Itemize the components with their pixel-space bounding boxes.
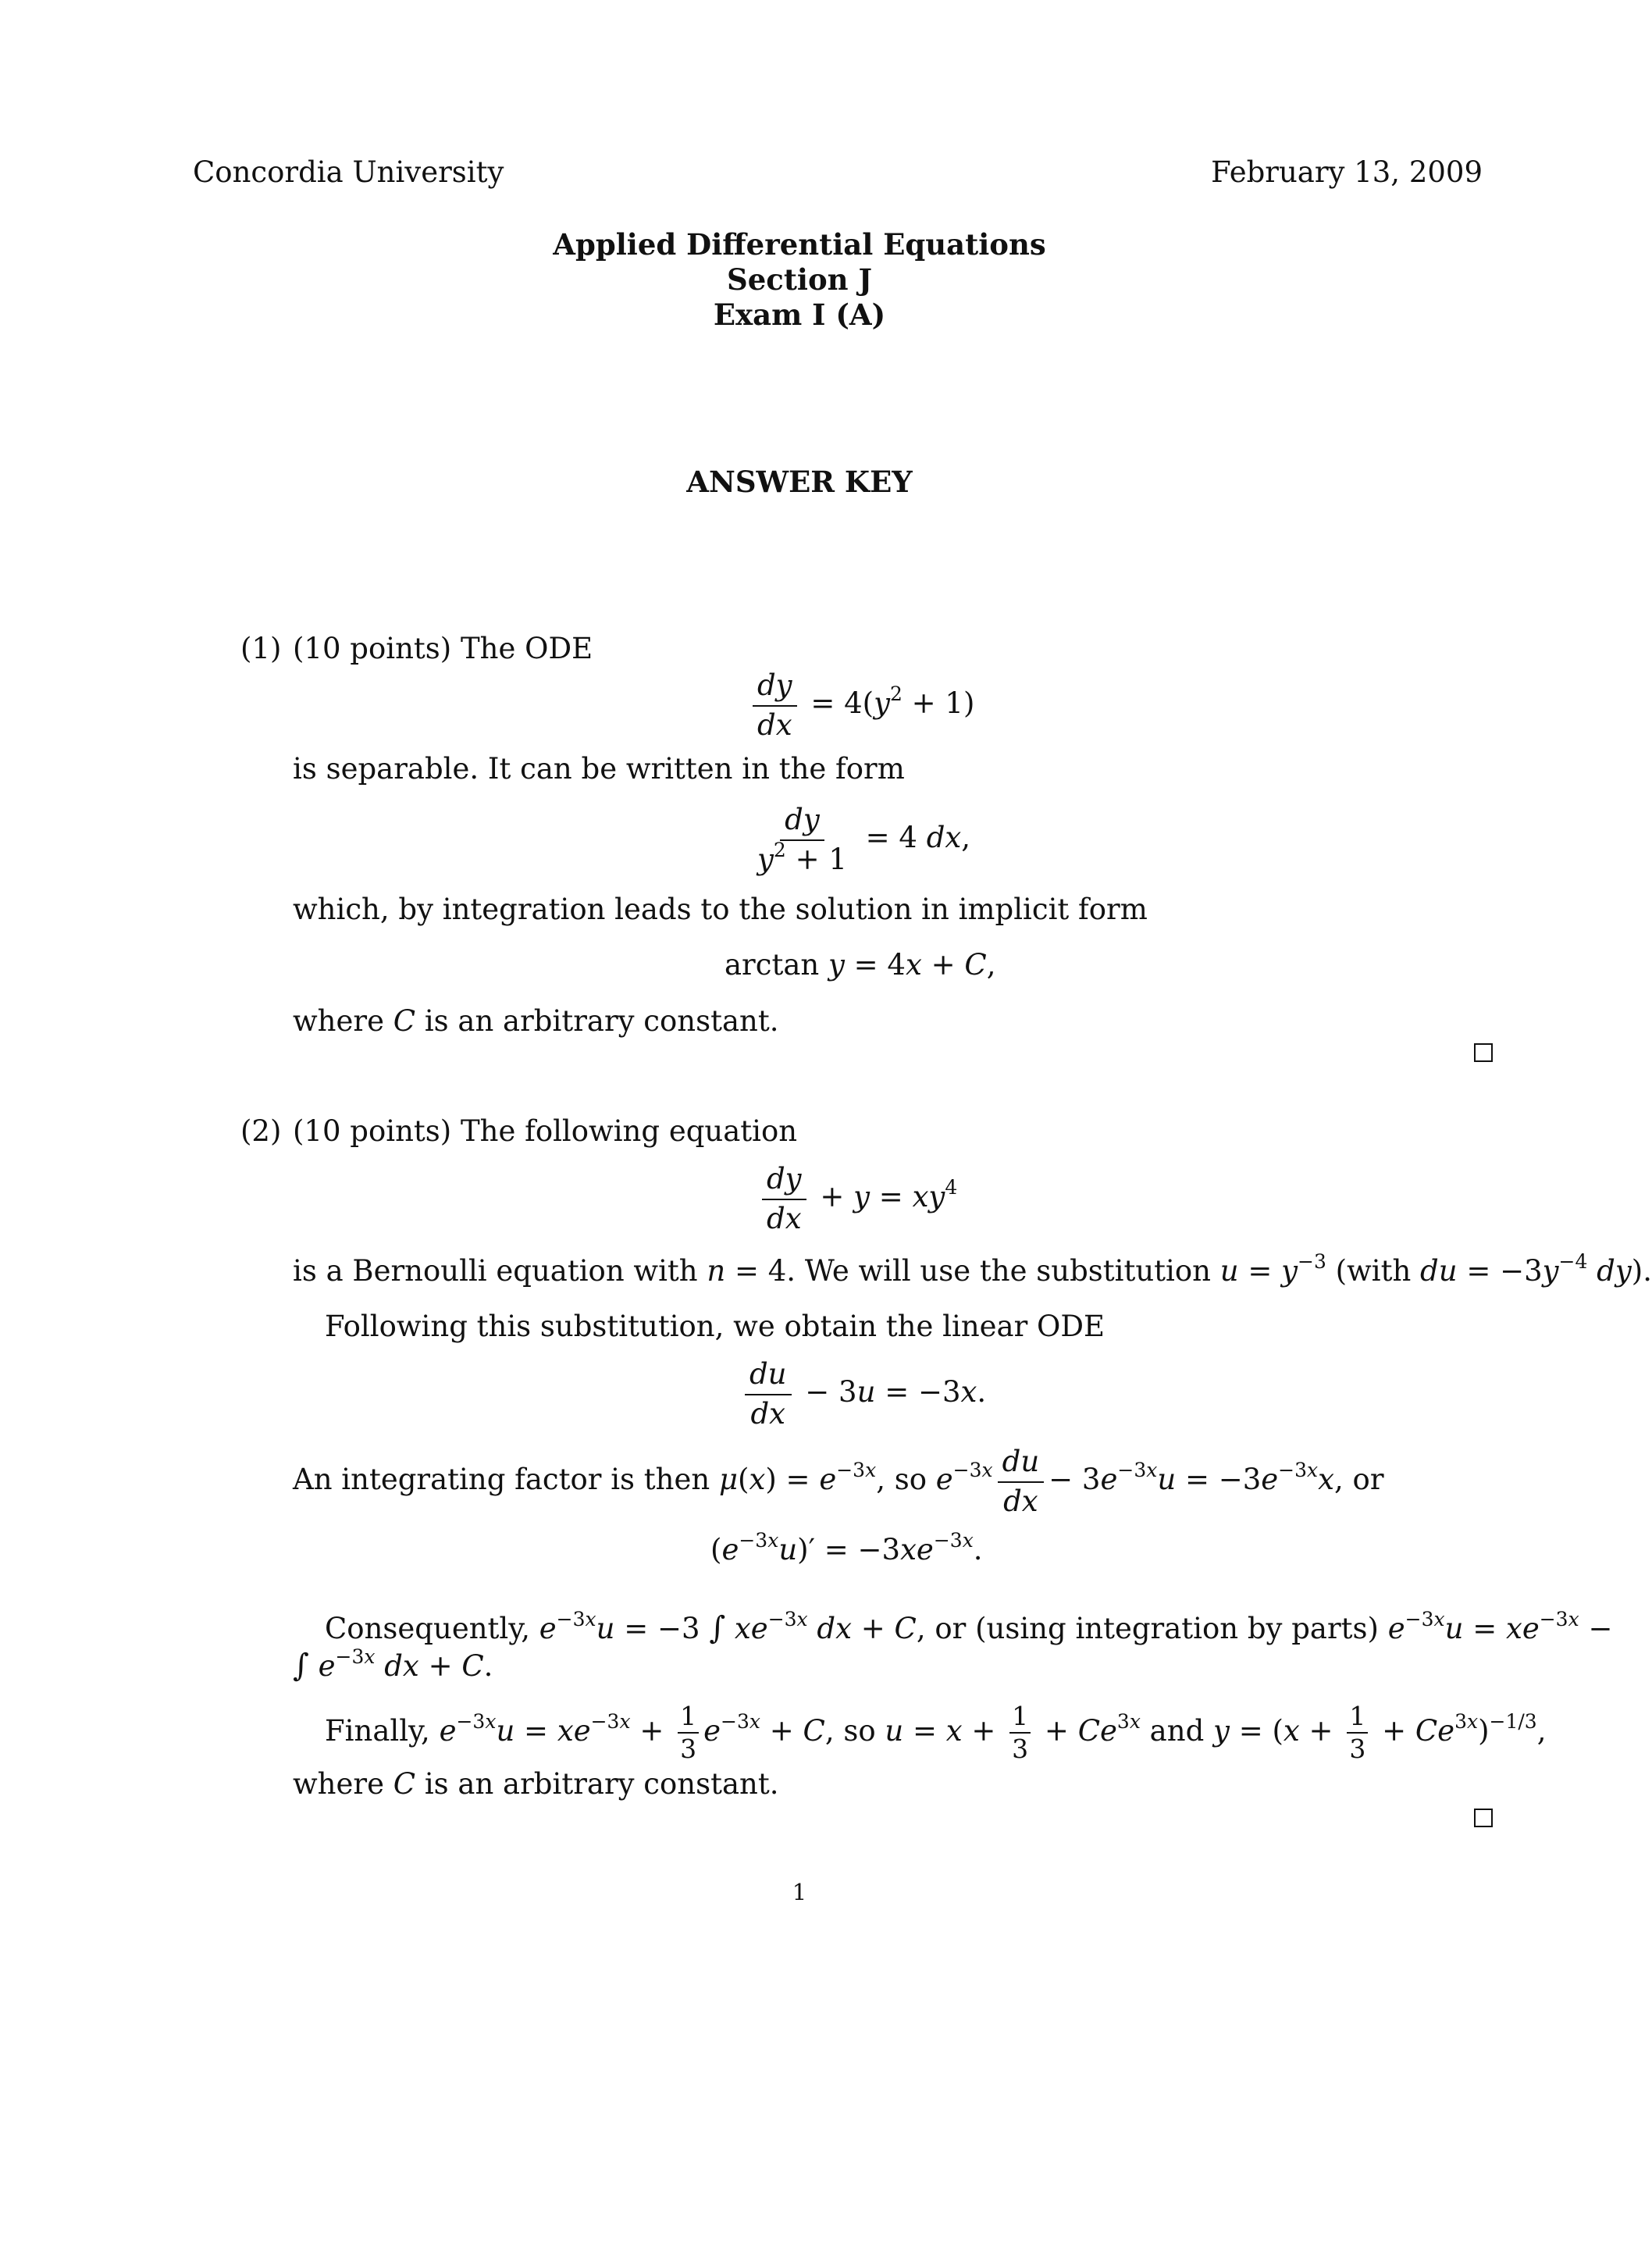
q2-finally-line: Finally, $e^{-3x}u = xe^{-3x}$ + $\frac{1}{3}$ $e^{-3x} + C$, so u = x + $\frac{1}{3}$ + $Ce^{3x}$ and y = (x + $\frac{1}{3}$ + $Ce^{3x})^{-1/3}$, (325, 1701, 1547, 1765)
q2-following-text: Following this substitution, we obtain the linear ODE (325, 1310, 1105, 1343)
q2-number: (2) (240, 1114, 282, 1148)
q1-qed-box (1474, 1043, 1493, 1062)
exam-date: February 13, 2009 (1211, 155, 1483, 189)
q1-implicit-solution: arctan y = 4x + C, (725, 948, 996, 982)
q1-number: (1) (240, 632, 282, 665)
q1-arbitrary-text: is an arbitrary constant. (424, 1004, 779, 1038)
q2-using-parts-text: (using integration by parts) (975, 1612, 1379, 1645)
university-name: Concordia University (193, 155, 504, 189)
q2-bernoulli-equation: $\frac{dy}{dx}$ + $y = xy^4$ (757, 1164, 957, 1235)
q2-integrating-factor-line: An integrating factor is then $\mu(x) = e^{-3x}$, so $e^{-3x}$ $\frac{du}{dx}$ − $3e^{-3x}u = -3e^{-3x}x$, or (293, 1445, 1384, 1518)
q2-bernoulli-text-a: is a Bernoulli equation with (293, 1254, 698, 1288)
q2-conclusion: where C is an arbitrary constant. (293, 1767, 779, 1801)
q2-intro: (10 points) The following equation (293, 1114, 798, 1148)
q2-qed-box (1474, 1809, 1493, 1827)
q2-finally-text: Finally, (325, 1713, 430, 1748)
q2-consequently-line: Consequently, $e^{-3x}u = -3$ ∫ $xe^{-3x}$ dx + C, or (using integration by parts) $e^{-3x}u = xe^{-3x}$ − (325, 1608, 1613, 1646)
q2-consequently-text: Consequently, (325, 1612, 530, 1645)
q1-integration-text: which, by integration leads to the solution in implicit form (293, 893, 1148, 926)
q2-integrating-text: An integrating factor is then (293, 1463, 710, 1497)
q2-product-derivative: $(e^{-3x}u)' = -3xe^{-3x}$. (710, 1529, 983, 1566)
section-title: Section J (727, 262, 872, 297)
q2-arbitrary-text: is an arbitrary constant. (424, 1767, 779, 1801)
course-title: Applied Differential Equations (553, 227, 1046, 262)
q1-separable-text: is separable. It can be written in the form (293, 752, 905, 786)
answer-key-heading: ANSWER KEY (686, 465, 913, 499)
q1-conclusion: where C is an arbitrary constant. (293, 1004, 779, 1038)
q2-consequently-continuation: ∫ $e^{-3x}$ dx + C. (293, 1645, 493, 1684)
q1-ode: $\frac{dy}{dx}$ = $4(y^2 + 1)$ (748, 670, 974, 741)
q1-intro: (10 points) The ODE (293, 632, 593, 665)
exam-title: Exam I (A) (713, 298, 886, 332)
q1-separated-form: $\frac{dy}{y^2 + 1}$ = 4 dx, (757, 803, 971, 876)
page-number: 1 (792, 1879, 807, 1905)
q2-where-text: where (293, 1767, 384, 1801)
q2-bernoulli-line: is a Bernoulli equation with n = 4. We will use the substitution $u = y^{-3}$ (with du = $-3y^{-4}$ dy). (293, 1250, 1652, 1288)
q2-linear-ode: $\frac{du}{dx}$ − 3u = −3x. (740, 1359, 986, 1430)
q2-bernoulli-text-b: We will use the substitution (804, 1254, 1211, 1288)
